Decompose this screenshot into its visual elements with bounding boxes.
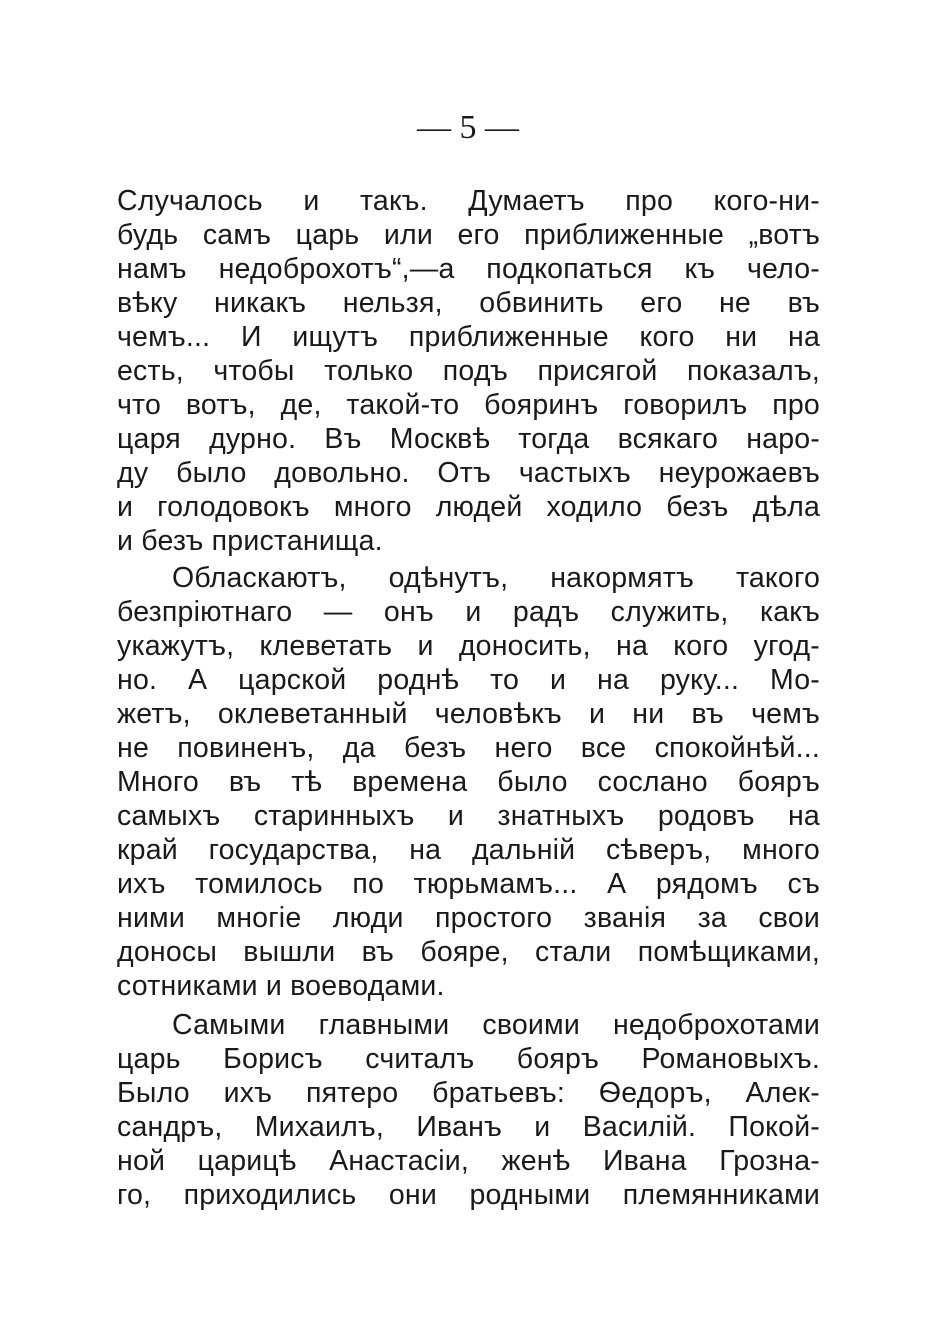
- text-line: вѣку никакъ нельзя, обвинить его не въ: [117, 287, 820, 319]
- text-line: не повиненъ, да безъ него все спокойнѣй...: [117, 732, 820, 764]
- text-line: безпріютнаго — онъ и радъ служить, какъ: [117, 596, 820, 628]
- text-line: будь самъ царь или его приближенные „вотъ: [117, 219, 820, 251]
- text-line: Много въ тѣ времена было сослано бояръ: [117, 766, 820, 798]
- text-line: и безъ пристанища.: [117, 525, 383, 557]
- text-line: и голодовокъ много людей ходило безъ дѣла: [117, 491, 820, 523]
- text-line: ними многіе люди простого званія за свои: [117, 902, 820, 934]
- text-line: ной царицѣ Анастасіи, женѣ Ивана Грозна-: [117, 1145, 820, 1177]
- text-line: укажутъ, клеветать и доносить, на кого угод-: [117, 630, 820, 662]
- text-line: сотниками и воеводами.: [117, 970, 445, 1002]
- text-line: Было ихъ пятеро братьевъ: Ѳедоръ, Алек-: [117, 1077, 820, 1109]
- text-line: Случалось и такъ. Думаетъ про кого-ни-: [117, 185, 820, 217]
- text-line: ихъ томилось по тюрьмамъ... А рядомъ съ: [117, 868, 820, 900]
- text-line: Самыми главными своими недоброхотами: [172, 1009, 820, 1041]
- text-line: чемъ... И ищутъ приближенные кого ни на: [117, 321, 820, 353]
- text-line: царь Борисъ считалъ бояръ Романовыхъ.: [117, 1043, 820, 1075]
- text-line: го, приходились они родными племянниками: [117, 1179, 820, 1211]
- text-line: жетъ, оклеветанный человѣкъ и ни въ чемъ: [117, 698, 820, 730]
- text-line: есть, чтобы только подъ присягой показалъ,: [117, 355, 820, 387]
- text-line: самыхъ старинныхъ и знатныхъ родовъ на: [117, 800, 820, 832]
- text-line: край государства, на дальній сѣверъ, много: [117, 834, 820, 866]
- text-line: но. А царской роднѣ то и на руку... Мо-: [117, 664, 820, 696]
- text-line: намъ недоброхотъ“,—а подкопаться къ чело-: [117, 253, 820, 285]
- text-line: сандръ, Михаилъ, Иванъ и Василій. Покой-: [117, 1111, 820, 1143]
- text-line: царя дурно. Въ Москвѣ тогда всякаго наро-: [117, 423, 820, 455]
- text-line: доносы вышли въ бояре, стали помѣщиками,: [117, 936, 820, 968]
- text-line: что вотъ, де, такой-то бояринъ говорилъ про: [117, 389, 820, 421]
- text-line: ду было довольно. Отъ частыхъ неурожаевъ: [117, 457, 820, 489]
- text-line: Обласкаютъ, одѣнутъ, накормятъ такого: [172, 562, 820, 594]
- page-number: — 5 —: [417, 109, 519, 146]
